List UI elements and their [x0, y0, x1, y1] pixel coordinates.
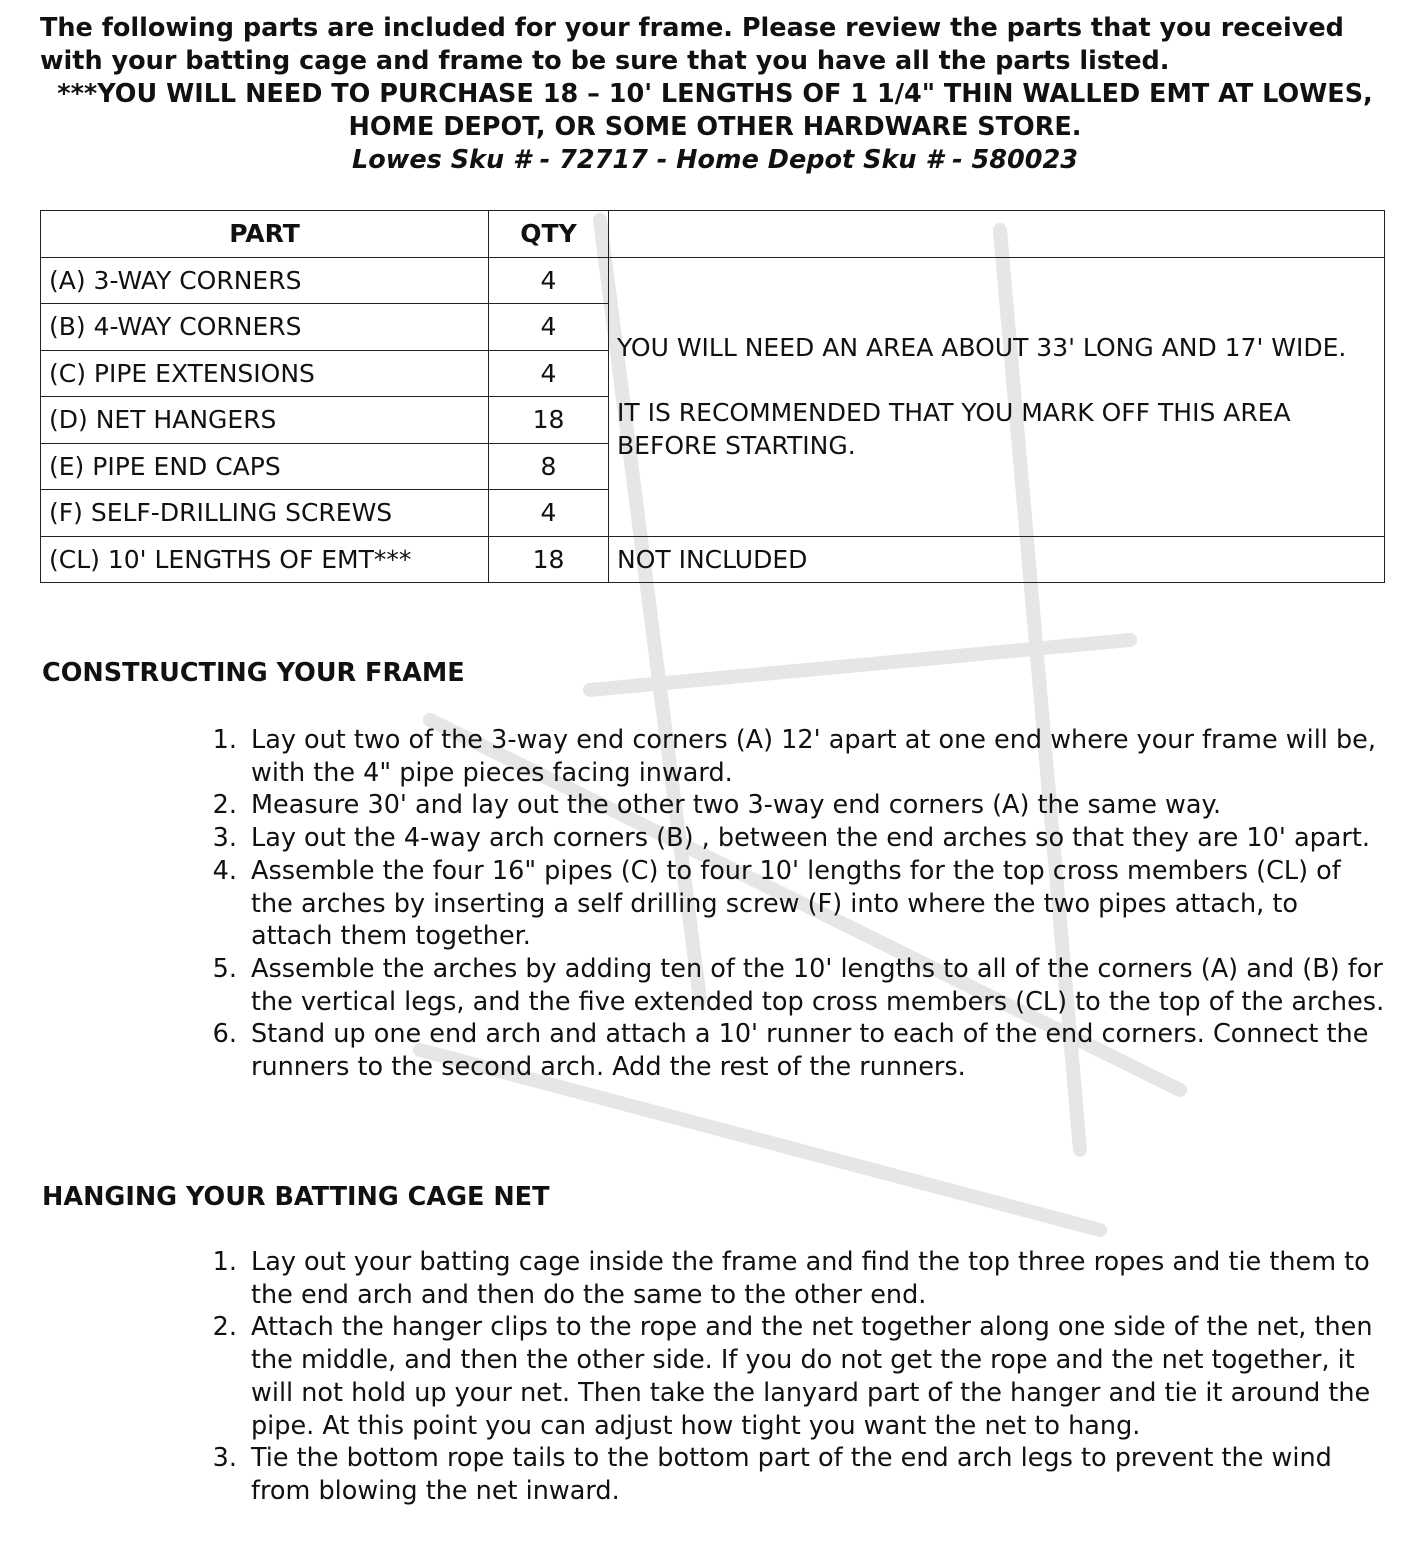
qty-cell: 4	[489, 304, 609, 351]
step-number: 2.	[212, 1312, 237, 1343]
area-note-mark: IT IS RECOMMENDED THAT YOU MARK OFF THIS AREA BEFORE STARTING.	[617, 398, 1291, 460]
step-text: Tie the bottom rope tails to the bottom part of the end arch legs to prevent the wind from blowing the net inward.	[251, 1443, 1332, 1506]
hanging-steps	[185, 1246, 1385, 1508]
list-item	[185, 1246, 1385, 1311]
purchase-notice: ***YOU WILL NEED TO PURCHASE 18 – 10' LENGTHS OF 1 1/4" THIN WALLED EMT AT LOWES, HOME DEPOT, OR SOME OTHER HARDWARE STORE.	[57, 79, 1373, 142]
step-text: Lay out the 4-way arch corners (B) , between the end arches so that they are 10' apart.	[251, 823, 1371, 854]
list-item	[185, 953, 1385, 1018]
part-cell: (A) 3-WAY CORNERS	[41, 257, 489, 304]
table-row	[41, 257, 1385, 304]
qty-cell: 18	[489, 397, 609, 444]
step-text: Assemble the four 16" pipes (C) to four 10' lengths for the top cross members (CL) of the arches by inserting a self drilling screw (F) into where the two pipes attach, to attach them together.	[251, 855, 1341, 952]
part-cell: (F) SELF-DRILLING SCREWS	[41, 490, 489, 537]
constructing-steps	[185, 724, 1385, 1084]
list-item	[185, 789, 1385, 822]
part-cell: (E) PIPE END CAPS	[41, 443, 489, 490]
step-number: 4.	[212, 855, 237, 886]
list-item	[185, 855, 1385, 953]
list-item	[185, 1442, 1385, 1507]
note-header-blank	[609, 211, 1385, 258]
step-number: 2.	[212, 790, 237, 821]
part-header: PART	[41, 211, 489, 258]
step-number: 3.	[212, 1443, 237, 1474]
constructing-heading: CONSTRUCTING YOUR FRAME	[42, 658, 465, 688]
area-note	[609, 257, 1385, 536]
table-header-row	[41, 211, 1385, 258]
sku-line: Lowes Sku # - 72717 - Home Depot Sku # - 580023	[352, 145, 1078, 175]
qty-cell: 18	[489, 536, 609, 583]
step-text: Assemble the arches by adding ten of the 10' lengths to all of the corners (A) and (B) for the vertical legs, and the five extended top cross members (CL) to the top of the arches.	[251, 953, 1385, 1017]
list-item	[185, 1311, 1385, 1442]
part-cell: (B) 4-WAY CORNERS	[41, 304, 489, 351]
hanging-heading: HANGING YOUR BATTING CAGE NET	[42, 1182, 550, 1212]
list-item	[185, 1018, 1385, 1083]
step-number: 3.	[212, 823, 237, 854]
step-text: Stand up one end arch and attach a 10' runner to each of the end corners. Connect the runners to the second arch. Add the rest of the runners.	[251, 1019, 1369, 1083]
step-text: Lay out two of the 3-way end corners (A) 12' apart at one end where your frame will be, with the 4" pipe pieces facing inward.	[251, 725, 1376, 788]
qty-cell: 4	[489, 350, 609, 397]
part-cell: (D) NET HANGERS	[41, 397, 489, 444]
part-cell: (C) PIPE EXTENSIONS	[41, 350, 489, 397]
qty-header: QTY	[489, 211, 609, 258]
list-item	[185, 822, 1385, 855]
step-number: 5.	[212, 953, 237, 984]
table-row	[41, 536, 1385, 583]
step-number: 1.	[212, 1247, 237, 1277]
step-text: Attach the hanger clips to the rope and the net together along one side of the net, then the middle, and then the other side. If you do not get the rope and the net together, it will not hold up your net. Then take the lanyard part of the hanger and tie it around the pipe. At this point you can adjust how tight you want the net to hang.	[251, 1312, 1373, 1441]
step-text: Lay out your batting cage inside the frame and find the top three ropes and tie them to the end arch and then do the same to the other end.	[251, 1247, 1370, 1310]
list-item	[185, 724, 1385, 789]
step-number: 1.	[212, 725, 237, 755]
qty-cell: 4	[489, 257, 609, 304]
parts-table	[40, 210, 1385, 583]
part-cell: (CL) 10' LENGTHS OF EMT***	[41, 536, 489, 583]
not-included-cell: NOT INCLUDED	[609, 536, 1385, 583]
area-note-size: YOU WILL NEED AN AREA ABOUT 33' LONG AND 17' WIDE.	[617, 333, 1347, 362]
step-number: 6.	[212, 1019, 237, 1050]
intro	[40, 12, 1390, 177]
qty-cell: 8	[489, 443, 609, 490]
qty-cell: 4	[489, 490, 609, 537]
step-text: Measure 30' and lay out the other two 3-way end corners (A) the same way.	[251, 790, 1222, 821]
intro-paragraph: The following parts are included for your frame. Please review the parts that you received with your batting cage and frame to be sure that you have all the parts listed.	[40, 13, 1344, 76]
